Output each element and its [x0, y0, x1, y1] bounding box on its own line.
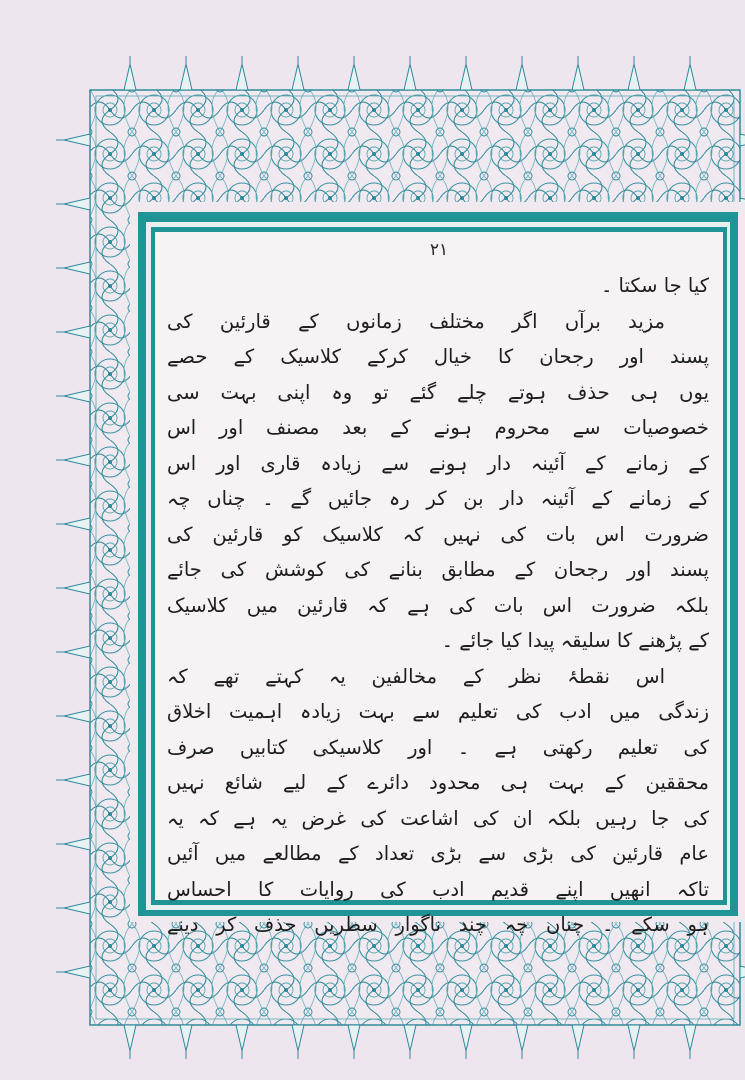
border-finial-icon [740, 134, 745, 146]
text-line: پسند اور رجحان کا خیال کرکے کلاسیک کے حصے [167, 345, 709, 368]
text-line: مزید برآں اگر مختلف زمانوں کے قارئین کی [167, 309, 665, 333]
text-line: تاکہ انھیں اپنے قدیم ادب کی روایات کا احساس [167, 877, 709, 901]
text-line: ضرورت اس بات کی نہیں کہ کلاسیک کو قارئین کی [167, 522, 709, 546]
text-line: کیا جا سکتا ۔ [600, 274, 709, 297]
text-line: کے زمانے کے آئینہ دار ہونے سے زیادہ قاری اور اس [167, 451, 709, 475]
text-line: کی جا رہیں بلکہ ان کی اشاعت کی غرض یہ ہے کہ یہ [167, 806, 709, 830]
body-text [167, 268, 709, 943]
text-line: عام قارئین کی بڑی سے بڑی تعداد کے مطالعے میں آئیں [167, 842, 709, 865]
text-line: اس نقطۂ نظر کے مخالفین یہ کہتے تھے کہ [167, 664, 665, 688]
text-line: بلکہ ضرورت اس بات کی ہے کہ قارئین میں کلاسیک [167, 593, 709, 617]
text-panel [155, 232, 723, 936]
text-line: خصوصیات سے محروم ہونے کے بعد مصنف اور اس [167, 416, 709, 439]
text-line: زندگی میں ادب کی تعلیم سے بہت زیادہ اہمیت اخلاق [167, 700, 709, 723]
text-line: محققین کے بہت ہی محدود دائرے کے لیے شائع نہیں [167, 771, 709, 794]
page-number: ۲۱ [429, 240, 449, 260]
text-line: کے زمانے کے آئینہ دار بن کر رہ جائیں گے ۔ چناں چہ [167, 487, 709, 510]
border-finial-icon [740, 966, 745, 978]
text-line: کے پڑھنے کا سلیقہ پیدا کیا جائے ۔ [441, 629, 709, 652]
text-line: ہو سکے ۔ چناں چہ چند ناگوار سطریں حذف کر دینے [167, 913, 709, 936]
text-line: یوں ہی حذف ہوتے چلے گئے تو وہ اپنی بہت سی [167, 380, 709, 404]
text-line: کی تعلیم رکھتی ہے ۔ اور کلاسیکی کتابیں صرف [167, 735, 709, 759]
text-line: پسند اور رجحان کے مطابق بنانے کی کوشش کی جائے [167, 558, 709, 581]
